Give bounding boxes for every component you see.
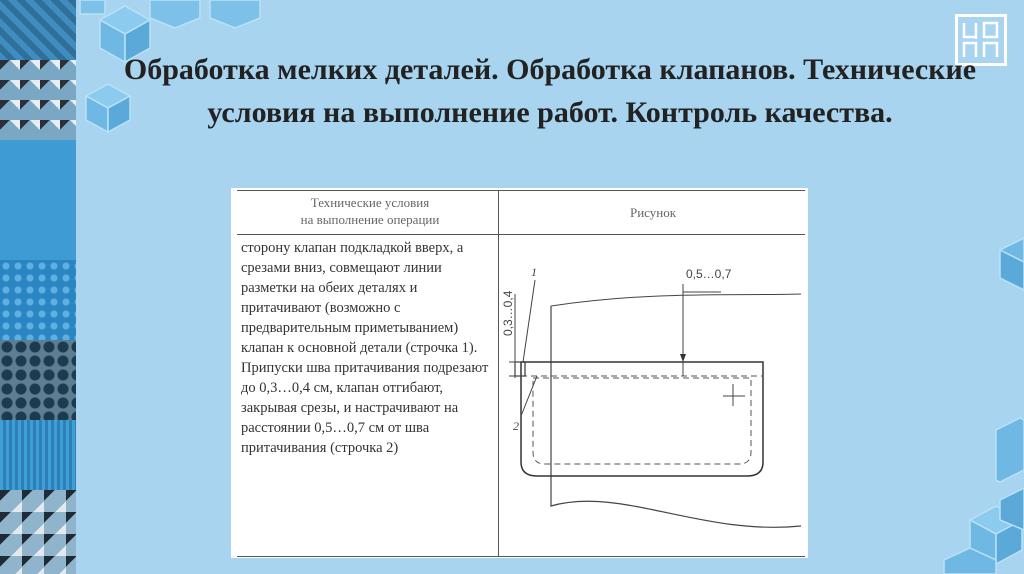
column-header-drawing: Рисунок bbox=[629, 205, 677, 220]
base-detail-outline bbox=[551, 294, 801, 306]
table-rule bbox=[237, 190, 805, 191]
seam-allowance bbox=[515, 362, 525, 376]
leader-line bbox=[523, 280, 535, 362]
slide-title: Обработка мелких деталей. Обработка клапанов. Технические условия на выполнение работ. Контроль качества. bbox=[123, 53, 977, 129]
flap-drawing bbox=[501, 236, 801, 554]
mark-cross-icon bbox=[723, 384, 745, 406]
dimension-top-label: 0,5…0,7 bbox=[686, 267, 732, 281]
table-rule bbox=[498, 190, 499, 556]
cube-icon bbox=[1000, 238, 1024, 290]
stitch-line-2 bbox=[533, 378, 751, 464]
callout-2-label: 2 bbox=[513, 419, 519, 433]
technical-figure bbox=[231, 188, 808, 558]
leader-line bbox=[521, 376, 537, 416]
arrow-icon bbox=[680, 354, 686, 362]
cube-icon bbox=[996, 418, 1024, 482]
callout-1-label: 1 bbox=[531, 265, 537, 279]
column-header-conditions: Технические условия на выполнение операции bbox=[300, 195, 440, 227]
dimension-side-label: 0,3…0,4 bbox=[501, 290, 515, 336]
conditions-text: сторону клапан подкладкой вверх, а срезами вниз, совмещают линии разметки на обеих деталях и притачивают (возможно с предварительным приметыванием) клапан к основной детали (строчка 1). Припуски шва притачивания подрезают до 0,3…0,4 см, клапан отгибают, закрывая срезы, и настрачивают на расстоянии 0,5…0,7 см от шва притачивания (строчка 2) bbox=[241, 240, 489, 456]
flap-outline bbox=[521, 362, 763, 476]
table-rule bbox=[237, 556, 805, 557]
table-rule bbox=[237, 234, 805, 235]
